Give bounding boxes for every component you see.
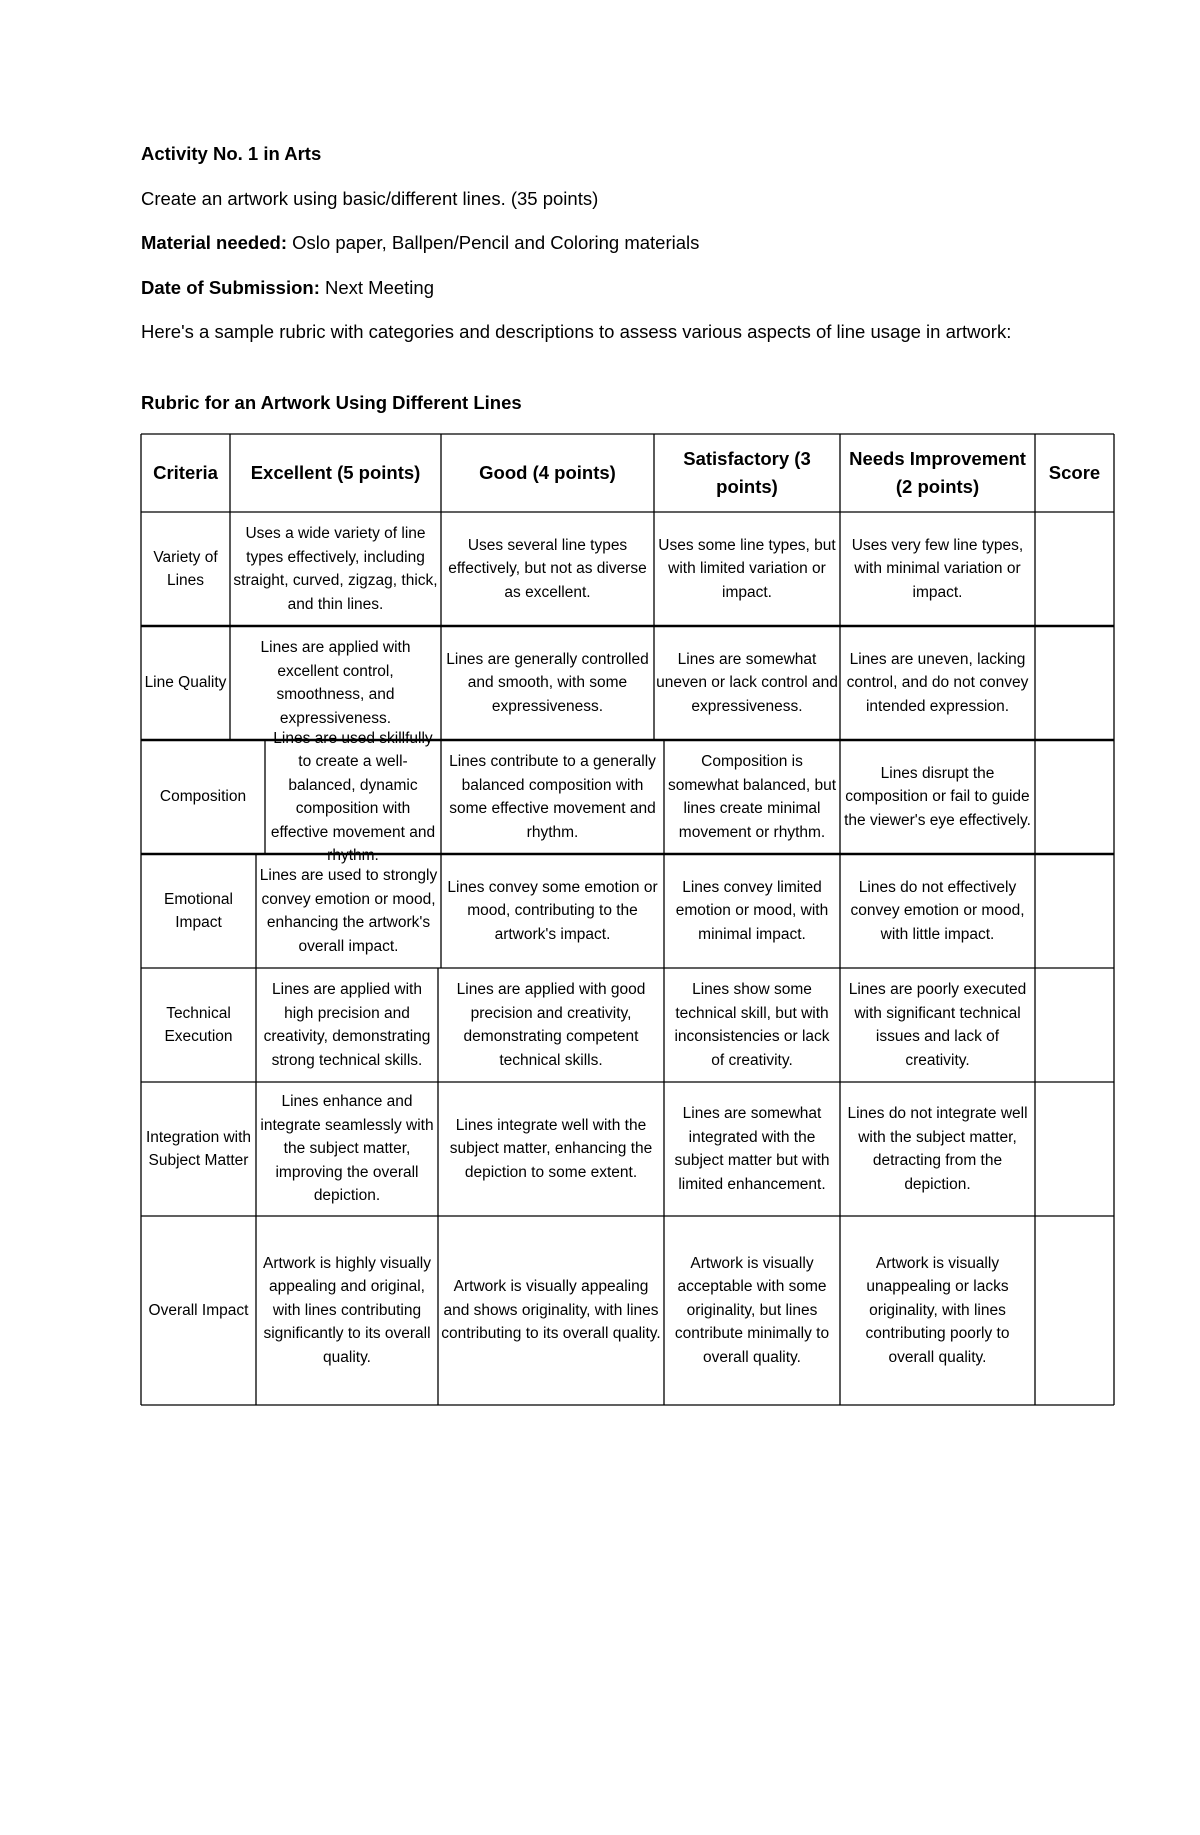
criterion-cell: Variety of Lines	[153, 548, 218, 589]
rubric-descriptor-cell: Lines are used skillfully to create a well-balanced, dynamic composition with effective movement and rhythm.	[270, 729, 436, 864]
score-cell	[1035, 740, 1114, 854]
rubric-descriptor-cell: Uses several line types effectively, but not as diverse as excellent.	[448, 536, 647, 601]
rubric-descriptor-cell: Lines are somewhat uneven or lack control and expressiveness.	[656, 650, 838, 715]
rubric-descriptor-cell: Lines do not effectively convey emotion or mood, with little impact.	[850, 878, 1025, 943]
rubric-descriptor-cell: Lines disrupt the composition or fail to guide the viewer's eye effectively.	[844, 764, 1031, 829]
score-cell	[1035, 512, 1114, 626]
rubric-descriptor-cell: Lines contribute to a generally balanced composition with some effective movement and rhythm.	[449, 753, 656, 841]
date-label: Date of Submission:	[141, 277, 320, 298]
date-line	[141, 274, 434, 302]
rubric-descriptor-cell: Lines are poorly executed with significant technical issues and lack of creativity.	[848, 981, 1027, 1069]
score-cell	[1035, 1216, 1114, 1405]
rubric-descriptor-cell: Lines do not integrate well with the subject matter, detracting from the depiction.	[847, 1105, 1028, 1193]
criterion-cell: Technical Execution	[164, 1004, 233, 1045]
score-cell	[1035, 968, 1114, 1082]
rubric-title: Rubric for an Artwork Using Different Lines	[141, 392, 522, 413]
rubric-descriptor-cell: Artwork is visually appealing and shows originality, with lines contributing to its overall quality.	[441, 1278, 661, 1343]
rubric-descriptor-cell: Artwork is highly visually appealing and original, with lines contributing significantly to its overall quality.	[263, 1254, 431, 1366]
criterion-cell: Integration with Subject Matter	[145, 1128, 252, 1169]
rubric-descriptor-cell: Lines enhance and integrate seamlessly with the subject matter, improving the overall depiction.	[260, 1093, 434, 1205]
task-instruction: Create an artwork using basic/different lines. (35 points)	[141, 188, 599, 209]
score-cell	[1035, 626, 1114, 740]
date-value: Next Meeting	[319, 277, 434, 298]
column-header: Criteria	[153, 462, 218, 483]
score-cell	[1035, 1082, 1114, 1216]
rubric-descriptor-cell: Artwork is visually acceptable with some originality, but lines contribute minimally to overall quality.	[674, 1254, 830, 1366]
rubric-descriptor-cell: Lines integrate well with the subject matter, enhancing the depiction to some extent.	[449, 1116, 653, 1181]
rubric-descriptor-cell: Uses a wide variety of line types effectively, including straight, curved, zigzag, thick, and thin lines.	[233, 525, 438, 613]
material-value: Oslo paper, Ballpen/Pencil and Coloring materials	[287, 232, 700, 253]
rubric-descriptor-cell: Lines are applied with excellent control, smoothness, and expressiveness.	[260, 639, 411, 727]
rubric-descriptor-cell: Lines are generally controlled and smooth, with some expressiveness.	[446, 650, 649, 715]
rubric-descriptor-cell: Artwork is visually unappealing or lacks originality, with lines contributing poorly to overall quality.	[865, 1254, 1010, 1366]
rubric-descriptor-cell: Lines are somewhat integrated with the subject matter but with limited enhancement.	[674, 1105, 830, 1193]
column-header: Good (4 points)	[479, 462, 616, 483]
rubric-descriptor-cell: Lines are applied with high precision and creativity, demonstrating strong technical skills.	[263, 981, 431, 1069]
rubric-descriptor-cell: Lines are used to strongly convey emotion or mood, enhancing the artwork's overall impact.	[259, 867, 438, 955]
material-line	[141, 229, 699, 257]
criterion-cell: Line Quality	[144, 674, 227, 692]
rubric-descriptor-cell: Lines show some technical skill, but with inconsistencies or lack of creativity.	[674, 981, 830, 1069]
column-header: Needs Improvement (2 points)	[849, 448, 1026, 497]
criterion-cell: Composition	[159, 788, 247, 806]
activity-title: Activity No. 1 in Arts	[141, 143, 322, 164]
rubric-descriptor-cell: Lines are uneven, lacking control, and do not convey intended expression.	[846, 650, 1029, 715]
rubric-descriptor-cell: Uses some line types, but with limited variation or impact.	[658, 536, 836, 601]
rubric-descriptor-cell: Lines convey some emotion or mood, contributing to the artwork's impact.	[447, 878, 658, 943]
material-label: Material needed:	[141, 232, 287, 253]
column-header: Satisfactory (3 points)	[683, 448, 811, 497]
rubric-descriptor-cell: Uses very few line types, with minimal variation or impact.	[851, 536, 1024, 601]
column-header: Excellent (5 points)	[250, 462, 421, 483]
rubric-descriptor-cell: Composition is somewhat balanced, but lines create minimal movement or rhythm.	[667, 753, 837, 841]
rubric-descriptor-cell: Lines are applied with good precision and creativity, demonstrating competent technical skills.	[456, 981, 646, 1069]
rubric-descriptor-cell: Lines convey limited emotion or mood, with minimal impact.	[675, 878, 829, 943]
score-cell	[1035, 854, 1114, 968]
intro-paragraph: Here's a sample rubric with categories and descriptions to assess various aspects of line usage in artwork:	[141, 321, 1012, 342]
criterion-cell: Overall Impact	[148, 1301, 249, 1319]
column-header: Score	[1048, 462, 1101, 483]
criterion-cell: Emotional Impact	[164, 890, 233, 931]
